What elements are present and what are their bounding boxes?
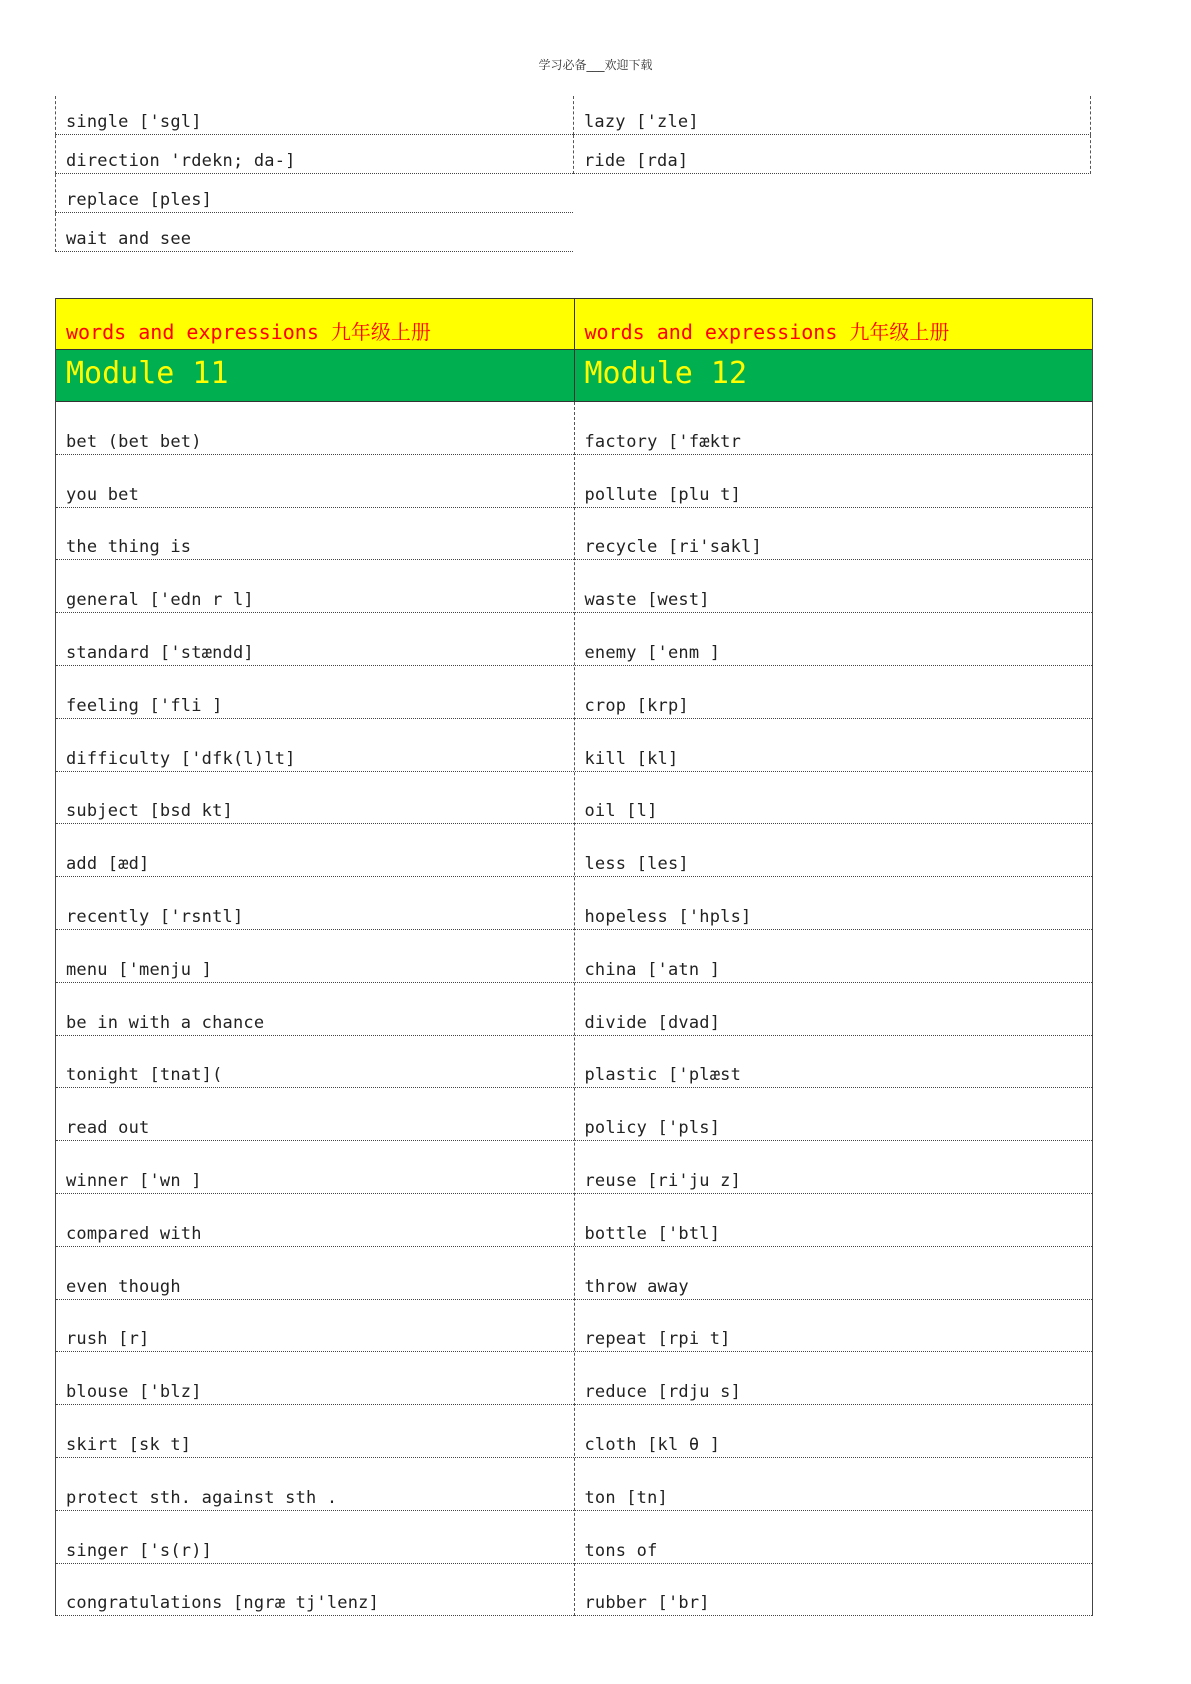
module-11-row bbox=[56, 824, 574, 877]
module-12-row bbox=[575, 1088, 1093, 1141]
vocabulary-table bbox=[55, 298, 1093, 1616]
module-12-entry: rubber ['br] bbox=[584, 1593, 710, 1614]
module-12-row bbox=[575, 666, 1093, 719]
top-left-table bbox=[55, 96, 573, 252]
module-12-row bbox=[575, 508, 1093, 561]
top-right-row bbox=[573, 135, 1091, 174]
top-right-table bbox=[573, 96, 1091, 174]
module-11-row bbox=[56, 1458, 574, 1511]
left-column bbox=[56, 402, 575, 1616]
module-11-entry: bet (bet bet) bbox=[66, 431, 202, 452]
module-11-entry: feeling ['fli ] bbox=[66, 695, 223, 716]
module-11-entry: difficulty ['dfk(l)lt] bbox=[66, 748, 296, 769]
header-cell-right bbox=[575, 299, 1093, 349]
module-11-entry: winner ['wn ] bbox=[66, 1170, 202, 1191]
module-12-row bbox=[575, 560, 1093, 613]
module-title-right: Module 12 bbox=[584, 356, 748, 391]
module-11-entry: read out bbox=[66, 1118, 150, 1139]
table-header-row bbox=[56, 298, 1092, 350]
module-title-left: Module 11 bbox=[66, 356, 229, 391]
module-11-row bbox=[56, 1141, 574, 1194]
right-column bbox=[575, 402, 1093, 1616]
module-12-row bbox=[575, 402, 1093, 455]
module-12-row bbox=[575, 1511, 1093, 1564]
module-12-entry: reuse [ri'ju z] bbox=[584, 1170, 742, 1191]
top-left-entry: single ['sgl] bbox=[66, 112, 202, 132]
module-12-row bbox=[575, 719, 1093, 772]
top-left-entry: replace [ples] bbox=[66, 190, 213, 210]
module-11-row bbox=[56, 560, 574, 613]
module-row bbox=[56, 350, 1092, 402]
module-12-entry: pollute [plu t] bbox=[584, 484, 742, 505]
module-12-entry: divide [dvad] bbox=[584, 1012, 721, 1033]
module-12-entry: china ['atn ] bbox=[584, 959, 721, 980]
module-11-row bbox=[56, 402, 574, 455]
module-11-row bbox=[56, 772, 574, 825]
module-11-row bbox=[56, 877, 574, 930]
header-label-right: words and expressions 九年级上册 bbox=[584, 320, 950, 344]
module-11-row bbox=[56, 1300, 574, 1353]
module-12-row bbox=[575, 1247, 1093, 1300]
top-left-row bbox=[55, 135, 573, 174]
module-11-row bbox=[56, 508, 574, 561]
module-12-row bbox=[575, 1036, 1093, 1089]
module-12-entry: repeat [rpi t] bbox=[584, 1329, 731, 1350]
module-12-entry: throw away bbox=[584, 1276, 689, 1297]
module-11-entry: recently ['rsntl] bbox=[66, 906, 244, 927]
module-12-row bbox=[575, 1564, 1093, 1617]
table-body bbox=[56, 402, 1092, 1616]
module-12-entry: hopeless ['hpls] bbox=[584, 906, 752, 927]
module-11-row bbox=[56, 1564, 574, 1617]
module-11-row bbox=[56, 719, 574, 772]
module-11-row bbox=[56, 983, 574, 1036]
module-11-entry: menu ['menju ] bbox=[66, 959, 213, 980]
module-11-entry: skirt [sk t] bbox=[66, 1434, 192, 1455]
module-12-row bbox=[575, 613, 1093, 666]
module-12-entry: plastic ['plæst bbox=[584, 1065, 742, 1086]
module-11-entry: the thing is bbox=[66, 537, 192, 558]
module-11-entry: rush [r] bbox=[66, 1329, 150, 1350]
module-12-entry: crop [krp] bbox=[584, 695, 689, 716]
module-12-entry: less [les] bbox=[584, 854, 689, 875]
module-12-row bbox=[575, 1300, 1093, 1353]
module-12-row bbox=[575, 1141, 1093, 1194]
top-left-row bbox=[55, 213, 573, 252]
module-11-entry: standard ['stændd] bbox=[66, 642, 254, 663]
module-11-row bbox=[56, 1036, 574, 1089]
module-12-row bbox=[575, 1352, 1093, 1405]
module-12-row bbox=[575, 1194, 1093, 1247]
module-12-row bbox=[575, 824, 1093, 877]
module-11-entry: protect sth. against sth . bbox=[66, 1487, 338, 1508]
page-header: 学习必备___欢迎下载 bbox=[538, 58, 653, 72]
module-12-entry: policy ['pls] bbox=[584, 1118, 721, 1139]
module-12-row bbox=[575, 983, 1093, 1036]
module-11-entry: general ['edn r l] bbox=[66, 590, 254, 611]
module-11-entry: add [æd] bbox=[66, 854, 150, 875]
module-12-row bbox=[575, 772, 1093, 825]
module-11-row bbox=[56, 666, 574, 719]
module-12-entry: cloth [kl θ ] bbox=[584, 1434, 721, 1455]
module-12-entry: enemy ['enm ] bbox=[584, 642, 721, 663]
module-cell-right bbox=[575, 350, 1093, 401]
module-11-row bbox=[56, 1247, 574, 1300]
top-left-row bbox=[55, 96, 573, 135]
module-12-row bbox=[575, 1458, 1093, 1511]
module-11-row bbox=[56, 1352, 574, 1405]
module-11-row bbox=[56, 1194, 574, 1247]
module-12-entry: bottle ['btl] bbox=[584, 1223, 721, 1244]
top-left-row bbox=[55, 174, 573, 213]
module-12-entry: recycle [ri'sakl] bbox=[584, 537, 762, 558]
module-11-row bbox=[56, 930, 574, 983]
module-11-entry: subject [bsd kt] bbox=[66, 801, 233, 822]
module-11-row bbox=[56, 1511, 574, 1564]
module-11-row bbox=[56, 613, 574, 666]
module-11-entry: congratulations [ngræ tj'lenz] bbox=[66, 1593, 380, 1614]
module-12-entry: waste [west] bbox=[584, 590, 710, 611]
top-left-entry: direction 'rdekn; da-] bbox=[66, 151, 296, 171]
top-right-row bbox=[573, 96, 1091, 135]
module-cell-left bbox=[56, 350, 575, 401]
module-12-entry: ton [tn] bbox=[584, 1487, 668, 1508]
module-11-entry: compared with bbox=[66, 1223, 202, 1244]
module-12-row bbox=[575, 455, 1093, 508]
top-right-entry: ride [rda] bbox=[584, 151, 689, 171]
module-12-entry: reduce [rdju s] bbox=[584, 1382, 742, 1403]
top-left-entry: wait and see bbox=[66, 229, 192, 249]
module-11-entry: blouse ['blz] bbox=[66, 1382, 202, 1403]
module-12-row bbox=[575, 930, 1093, 983]
module-12-entry: tons of bbox=[584, 1540, 658, 1561]
header-cell-left bbox=[56, 299, 575, 349]
module-11-entry: singer ['s(r)] bbox=[66, 1540, 213, 1561]
module-11-entry: even though bbox=[66, 1276, 181, 1297]
header-label-left: words and expressions 九年级上册 bbox=[66, 320, 431, 344]
module-12-row bbox=[575, 1405, 1093, 1458]
module-12-entry: oil [l] bbox=[584, 801, 658, 822]
module-11-entry: be in with a chance bbox=[66, 1012, 265, 1033]
module-11-entry: you bet bbox=[66, 484, 140, 505]
module-11-row bbox=[56, 455, 574, 508]
module-12-entry: kill [kl] bbox=[584, 748, 679, 769]
module-11-entry: tonight [tnat]( bbox=[66, 1065, 223, 1086]
module-12-row bbox=[575, 877, 1093, 930]
module-11-row bbox=[56, 1088, 574, 1141]
module-11-row bbox=[56, 1405, 574, 1458]
top-right-entry: lazy ['zle] bbox=[584, 112, 699, 132]
module-12-entry: factory ['fæktr bbox=[584, 431, 742, 452]
